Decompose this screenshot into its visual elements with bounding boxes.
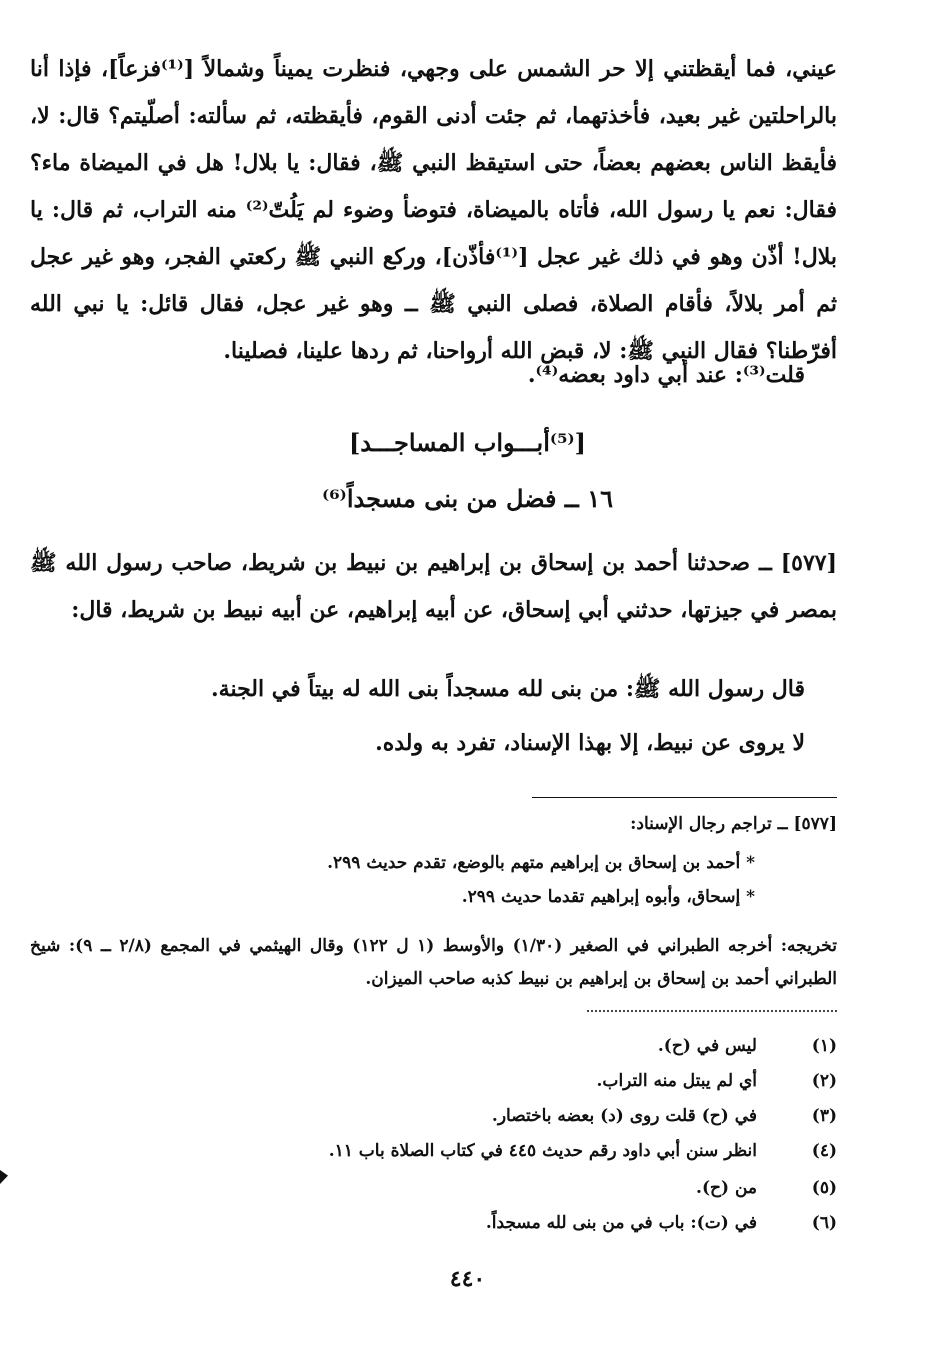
footnote-text: انظر سنن أبي داود رقم حديث ٤٤٥ في كتاب الصلاة باب ١١.	[328, 1141, 757, 1161]
hadith-matn: قال رسول الله ﷺ: من بنى لله مسجداً بنى الله له بيتاً في الجنة.	[210, 676, 805, 702]
footnote-text: من (ح).	[696, 1178, 757, 1198]
takhrij-paragraph: تخريجه: أخرجه الطبراني في الصغير (١/٣٠) والأوسط (١ ل ١٢٢) وقال الهيثمي في المجمع (٢/٨ ــ ٩): شيخ الطبراني أحمد بن إسحاق بن إبراهيم بن نبيط كذبه صاحب الميزان.	[30, 936, 837, 989]
footnote-number: (٥)	[811, 1178, 837, 1198]
footnote-text: أي لم يبتل منه التراب.	[596, 1071, 757, 1091]
footnote-item	[597, 1071, 837, 1091]
hadith-isnad: [٥٧٧] ــ ﺻحدثنا أحمد بن إسحاق بن إبراهيم بن نبيط بن شريط، صاحب رسول الله ﷺ بمصر في جيزتها، حدثني أبي إسحاق، عن أبيه إبراهيم، عن أبيه نبيط بن شريط، قال:	[30, 550, 837, 623]
footnote-divider	[532, 797, 837, 798]
footnote-number: (٤)	[811, 1141, 837, 1161]
footnote-text: ليس في (ح).	[657, 1036, 757, 1056]
footnote-item	[696, 1178, 837, 1198]
chapter-title: ١٦ ــ فضل من بنى مسجداً⁽⁶⁾	[322, 484, 613, 513]
page-number: ٤٤٠	[449, 1266, 486, 1292]
tarajim-item: * إسحاق، وأبوه إبراهيم تقدما حديث ٢٩٩.	[461, 887, 755, 907]
footnote-number: (٦)	[811, 1213, 837, 1233]
footnote-text: في (ت): باب في من بنى لله مسجداً.	[485, 1213, 757, 1233]
footnote-item	[329, 1141, 837, 1161]
tarajim-heading: [٥٧٧] ــ تراجم رجال الإسناد:	[630, 814, 837, 834]
footnote-number: (٢)	[811, 1071, 837, 1091]
dotted-divider	[587, 1010, 837, 1012]
footnote-text: في (ح) قلت روى (د) بعضه باختصار.	[491, 1106, 757, 1126]
footnote-item	[492, 1106, 837, 1126]
hadith-note: لا يروى عن نبيط، إلا بهذا الإسناد، تفرد به ولده.	[375, 730, 805, 756]
section-title: [⁽⁵⁾أبـــواب المساجـــد]	[348, 428, 587, 457]
main-paragraph: عيني، فما أيقظتني إلا حر الشمس على وجهي، فنظرت يميناً وشمالاً [⁽¹⁾فزعاً]، فإذا أنا بالراحلتين غير بعيد، فأخذتهما، ثم جئت أدنى القوم، فأيقظته، ثم سألته: أصلّيتم؟ قال: لا، فأيقظ الناس بعضهم بعضاً، حتى استيقظ النبي ﷺ، فقال: يا بلال! هل في الميضاة ماء؟ فقال: نعم يا رسول الله، فأتاه بالميضاة، فتوضأ وضوء لم يَلُتّ⁽²⁾ منه التراب، ثم قال: يا بلال! أذّن وهو في ذلك غير عجل [⁽¹⁾فأذّن]، وركع النبي ﷺ ركعتي الفجر، وهو غير عجل ثم أمر بلالاً، فأقام الصلاة، فصلى النبي ﷺ ــ وهو غير عجل، فقال قائل: يا نبي الله أفرّطنا؟ فقال النبي ﷺ: لا، قبض الله أرواحنا، ثم ردها علينا، فصلينا.	[30, 56, 838, 364]
footnote-item	[486, 1213, 837, 1233]
tarajim-item: * أحمد بن إسحاق بن إبراهيم متهم بالوضع، تقدم حديث ٢٩٩.	[327, 853, 755, 873]
margin-mark	[0, 1170, 8, 1184]
footnote-item	[658, 1036, 837, 1056]
footnote-number: (١)	[811, 1036, 837, 1056]
footnote-number: (٣)	[811, 1106, 837, 1126]
qult-line: قلت⁽³⁾: عند أبي داود بعضه⁽⁴⁾.	[527, 362, 805, 388]
